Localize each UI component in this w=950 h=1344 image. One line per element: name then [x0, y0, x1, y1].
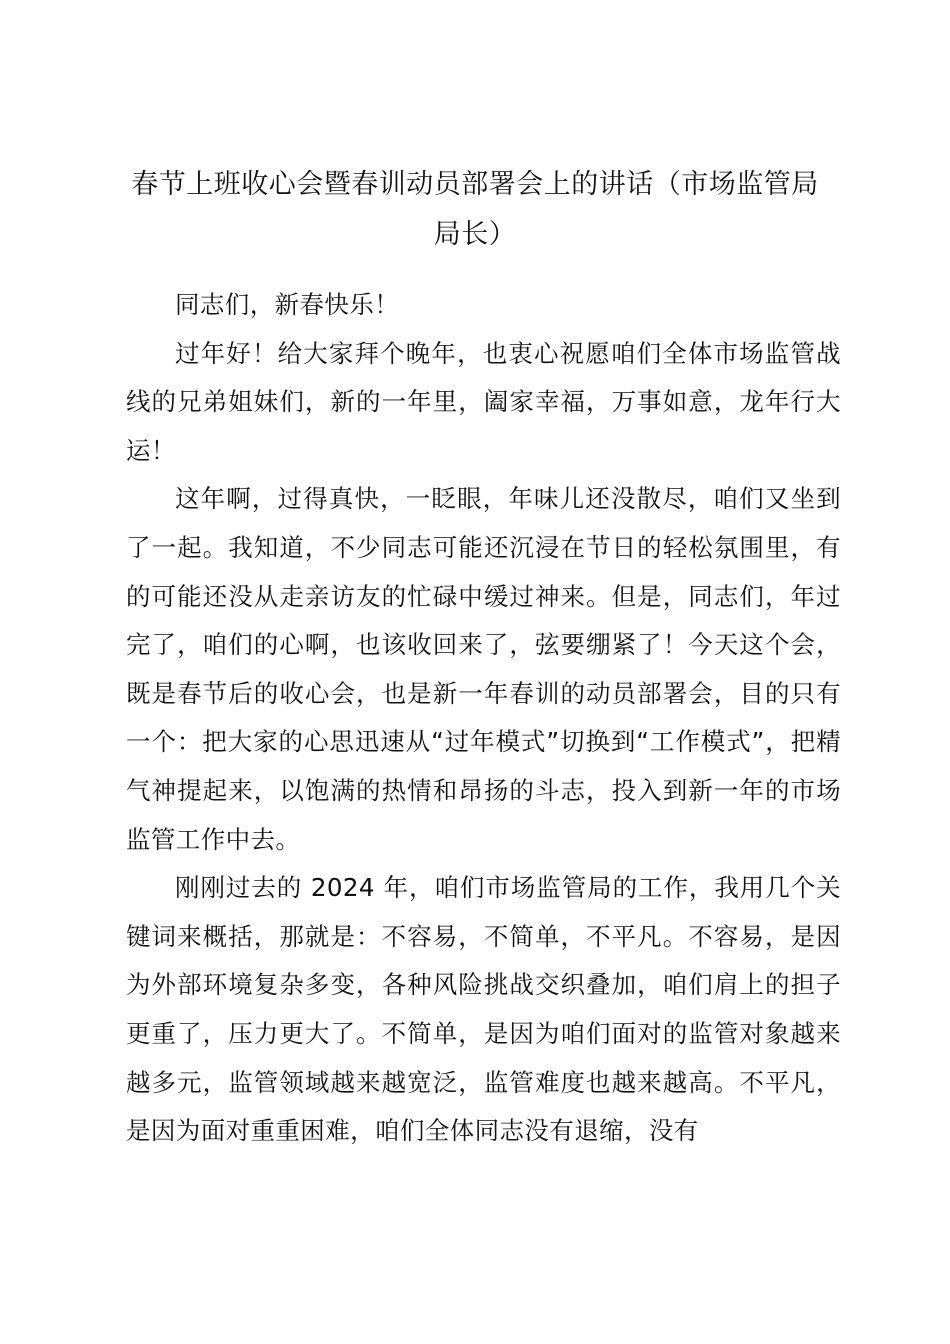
document-title: 春节上班收心会暨春训动员部署会上的讲话（市场监管局局长） — [131, 169, 819, 250]
paragraph-return-to-work: 这年啊，过得真快，一眨眼，年味儿还没散尽，咱们又坐到了一起。我知道，不少同志可能还沉浸在节日的轻松氛围里，有的可能还没从走亲访友的忙碌中缓过神来。但是，同志们，年过完了，咱们的心啊，也该收回来了，弦要绷紧了！今天这个会，既是春节后的收心会，也是新一年春训的动员部署会，目的只有一个：把大家的心思迅速从“过年模式”切换到“工作模式”，把精气神提起来，以饱满的热情和昂扬的斗志，投入到新一年的市场监管工作中去。 — [126, 484, 841, 854]
paragraph-2024-review: 刚刚过去的 2024 年，咱们市场监管局的工作，我用几个关键词来概括，那就是：不容易，不简单，不平凡。不容易，是因为外部环境复杂多变，各种风险挑战交织叠加，咱们肩上的担子更重了，压力更大了。不简单，是因为咱们面对的监管对象越来越多元，监管领域越来越宽泛，监管难度也越来越高。不平凡，是因为面对重重困难，咱们全体同志没有退缩，没有 — [126, 873, 841, 1146]
paragraph-greeting: 同志们，新春快乐！ — [175, 290, 400, 319]
paragraph-new-year-wishes: 过年好！给大家拜个晚年，也衷心祝愿咱们全体市场监管战线的兄弟姐妹们，新的一年里，阖家幸福，万事如意，龙年行大运！ — [126, 338, 841, 465]
document-body — [126, 281, 841, 1156]
